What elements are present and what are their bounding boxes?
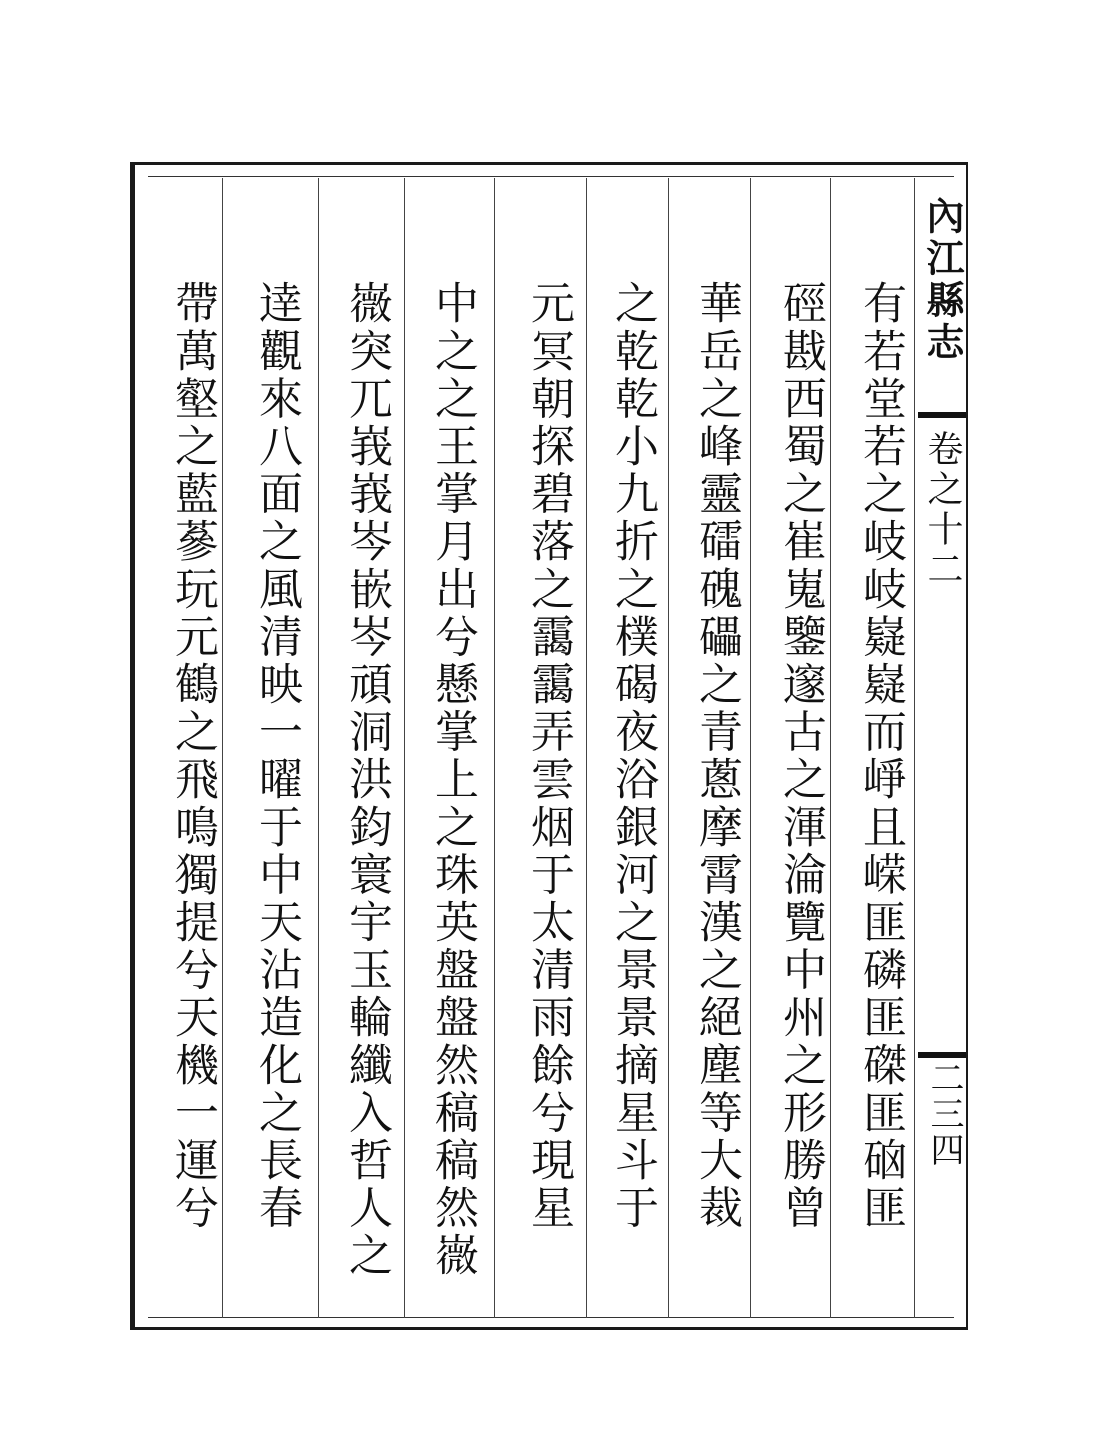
text-column-6: 中之之王掌月出兮懸掌上之珠英盤盤然稿稿然嶶	[427, 280, 478, 1280]
text-column-8: 逹觀來八面之風清映一曜于中天沾造化之長春	[251, 280, 302, 1232]
column-rule	[586, 178, 587, 1318]
fishtail-mark-lower	[918, 1052, 966, 1058]
margin-book-title: 內江縣志	[920, 196, 965, 364]
text-column-7: 嶶突兀峩峩岑嵌岑頑洞洪鈞寰宇玉輪纖入哲人之	[341, 280, 392, 1280]
text-column-4: 之乾乾小九折之樸碣夜浴銀河之景景摘星斗于	[607, 280, 658, 1232]
text-column-2: 硜戡西蜀之崔嵬鑒邃古之渾淪覽中州之形勝曾	[775, 280, 826, 1232]
text-column-9: 帶萬壑之藍蔘玩元鶴之飛鳴獨提兮天機一運兮	[167, 280, 218, 1232]
column-rule	[404, 178, 405, 1318]
column-rule	[318, 178, 319, 1318]
column-rule	[914, 178, 915, 1318]
column-rule	[494, 178, 495, 1318]
column-rule	[750, 178, 751, 1318]
text-column-5: 元冥朝探碧落之靄靄弄雲烟于太清雨餘兮現星	[523, 280, 574, 1232]
margin-volume-label: 卷之十二	[922, 430, 963, 590]
column-rule	[668, 178, 669, 1318]
text-column-3: 華岳之峰靈礌磈礧之青蔥摩霄漢之絕塵等大裁	[691, 280, 742, 1232]
fishtail-mark-upper	[918, 412, 966, 424]
text-column-1: 有若堂若之岐岐嶷嶷而崢且嵘匪磷匪磔匪硇匪	[855, 280, 906, 1232]
margin-page-number: 二三四	[924, 1060, 964, 1168]
